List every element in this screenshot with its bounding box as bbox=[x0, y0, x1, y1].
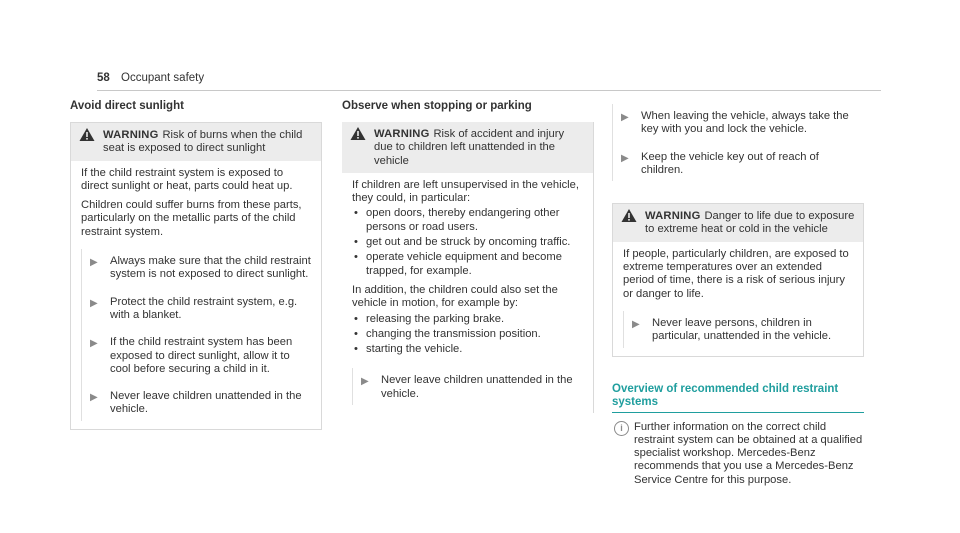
instruction-step bbox=[353, 374, 583, 401]
arrow-right-icon: ▶ bbox=[621, 112, 629, 123]
warning-title: Danger to life due to exposure to extreme heat or cold in the vehicle bbox=[645, 210, 855, 236]
instruction-step bbox=[82, 296, 311, 323]
warning-body bbox=[342, 173, 593, 413]
steps-list bbox=[81, 249, 311, 421]
arrow-right-icon: ▶ bbox=[90, 338, 98, 350]
instruction-step bbox=[82, 255, 311, 282]
instruction-step bbox=[82, 336, 311, 376]
instruction-step bbox=[613, 110, 864, 137]
list-item: • get out and be struck by oncoming traffic. bbox=[352, 236, 583, 249]
info-icon: i bbox=[614, 421, 629, 436]
page-number: 58 bbox=[97, 72, 110, 84]
info-text: Further information on the correct child restraint system can be obtained at a qualified specialist workshop. Mercedes-Benz recommends that you use a Mercedes-Benz Service Centre for this purpose. bbox=[634, 420, 863, 486]
column-avoid-sunlight bbox=[70, 100, 322, 430]
warning-triangle-icon bbox=[350, 126, 366, 141]
warning-intro: If children are left unsupervised in the vehicle, they could, in particular: bbox=[352, 178, 579, 205]
steps-list bbox=[352, 368, 583, 405]
step-text: Never leave children unattended in the vehicle. bbox=[110, 390, 302, 416]
warning-header bbox=[342, 122, 593, 173]
info-note bbox=[612, 421, 864, 487]
warning-body bbox=[613, 242, 863, 356]
arrow-right-icon: ▶ bbox=[90, 297, 98, 309]
warning-header bbox=[613, 204, 863, 242]
warning-paragraph: If the child restraint system is exposed to direct sunlight or heat, parts could heat up. bbox=[81, 166, 293, 192]
warning-body bbox=[71, 161, 321, 429]
warning-box-temperature bbox=[612, 203, 864, 356]
step-text: If the child restraint system has been exposed to direct sunlight, allow it to cool before securing a child in it. bbox=[110, 336, 293, 375]
list-item: • operate vehicle equipment and become trapped, for example. bbox=[352, 251, 583, 278]
column-stopping-parking bbox=[342, 100, 594, 413]
arrow-right-icon: ▶ bbox=[361, 376, 369, 388]
step-text: Keep the vehicle key out of reach of children. bbox=[641, 150, 819, 176]
warning-label: WARNING bbox=[103, 129, 159, 141]
heading-overview-child-restraint: Overview of recommended child restraint systems bbox=[612, 383, 864, 413]
arrow-right-icon: ▶ bbox=[621, 152, 629, 164]
bullet-list bbox=[352, 313, 583, 357]
heading-stopping-parking: Observe when stopping or parking bbox=[342, 100, 532, 112]
warning-title: Risk of accident and injury due to children left unattended in the vehicle bbox=[374, 128, 565, 167]
warning-triangle-icon bbox=[621, 208, 637, 223]
warning-paragraph: Children could suffer burns from these parts, particularly on the metallic parts of the child restraint system. bbox=[81, 199, 302, 238]
warning-block-parking bbox=[342, 122, 594, 413]
list-item: • changing the transmission position. bbox=[352, 328, 583, 341]
instruction-step bbox=[82, 390, 311, 417]
arrow-right-icon: ▶ bbox=[90, 392, 98, 404]
heading-avoid-sunlight: Avoid direct sunlight bbox=[70, 100, 184, 112]
step-text: Never leave persons, children in particular, unattended in the vehicle. bbox=[652, 316, 832, 343]
step-text: When leaving the vehicle, always take the key with you and lock the vehicle. bbox=[641, 110, 849, 136]
list-item: • releasing the parking brake. bbox=[352, 313, 583, 326]
column-right bbox=[612, 100, 864, 487]
warning-header bbox=[71, 123, 321, 161]
warning-triangle-icon bbox=[79, 127, 95, 142]
page-header bbox=[97, 72, 204, 84]
warning-title: Risk of burns when the child seat is exposed to direct sunlight bbox=[103, 129, 303, 155]
instruction-step bbox=[613, 151, 864, 178]
step-text: Always make sure that the child restraint system is not exposed to direct sunlight. bbox=[110, 255, 311, 281]
warning-intro: In addition, the children could also set the vehicle in motion, for example by: bbox=[352, 283, 558, 310]
warning-label: WARNING bbox=[645, 210, 701, 223]
steps-list bbox=[612, 104, 864, 181]
instruction-step bbox=[624, 317, 853, 344]
header-divider bbox=[97, 90, 881, 91]
steps-list bbox=[623, 311, 853, 348]
step-text: Never leave children unattended in the vehicle. bbox=[381, 374, 573, 400]
list-item: • open doors, thereby endangering other persons or road users. bbox=[352, 207, 583, 234]
warning-paragraph: If people, particularly children, are exposed to extreme temperatures over an extended period of time, there is a risk of serious injury or danger to life. bbox=[623, 247, 849, 300]
bullet-list bbox=[352, 207, 583, 277]
step-text: Protect the child restraint system, e.g. with a blanket. bbox=[110, 295, 298, 321]
warning-box-sunlight bbox=[70, 122, 322, 430]
section-title: Occupant safety bbox=[121, 72, 205, 84]
arrow-right-icon: ▶ bbox=[90, 257, 98, 269]
arrow-right-icon: ▶ bbox=[632, 318, 640, 330]
warning-label: WARNING bbox=[374, 128, 430, 140]
list-item: • starting the vehicle. bbox=[352, 343, 583, 356]
